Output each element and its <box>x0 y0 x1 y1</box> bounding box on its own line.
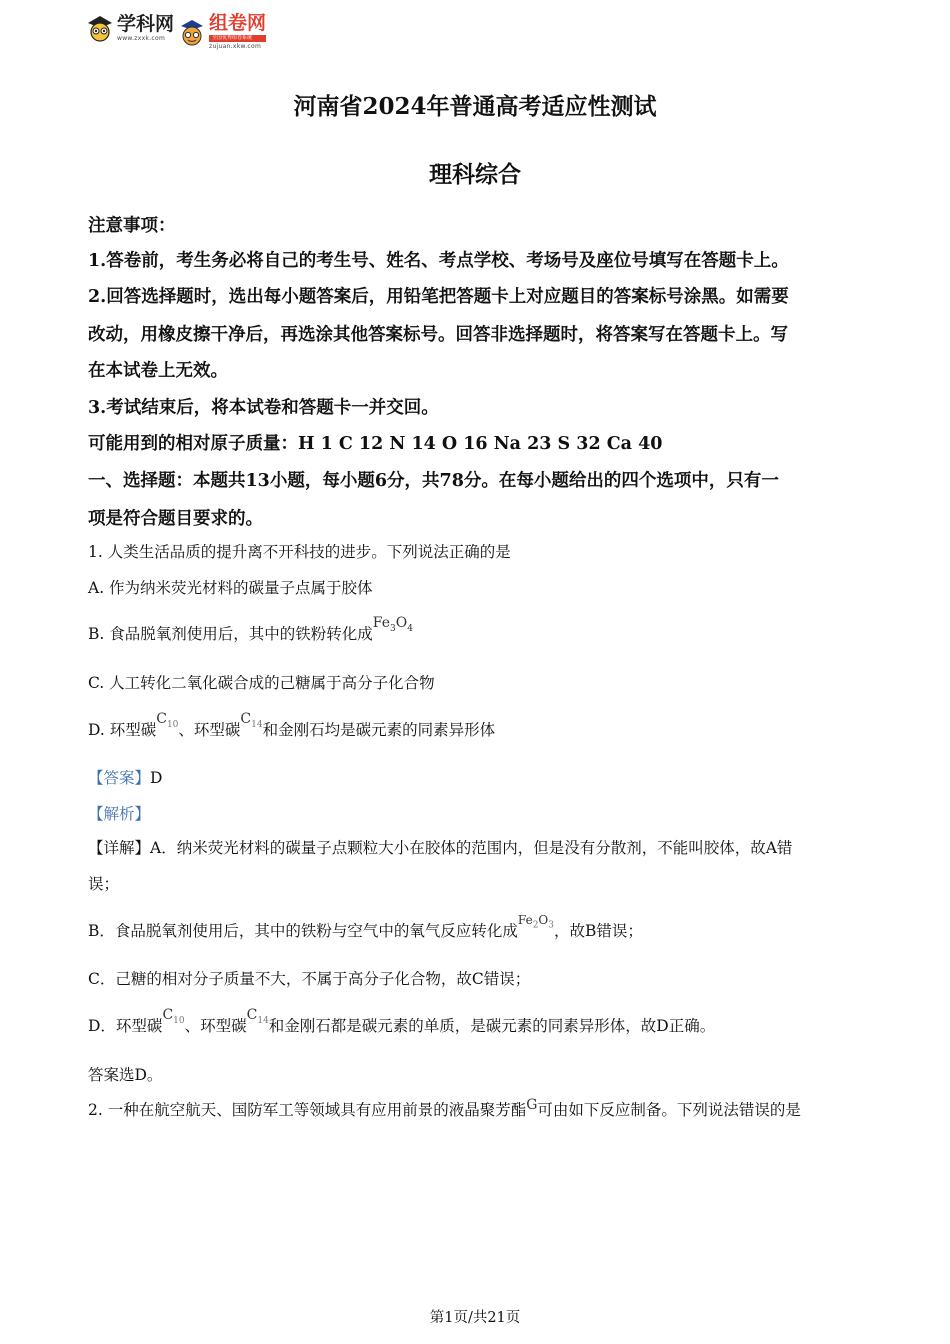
q1-answer <box>88 766 162 788</box>
formula-sub-3: 3 <box>389 623 396 634</box>
q1-detail-d-formula-1 <box>162 1007 185 1026</box>
q1-detail-d-text-3: 和金刚石都是碳元素的单质，是碳元素的同素异形体，故D正确。 <box>268 1017 716 1035</box>
notice-line-2: 2.回答选择题时，选出每小题答案后，用铅笔把答题卡上对应题目的答案标号涂黑。如需要 <box>88 287 789 307</box>
q1-detail-line-1: 【详解】A．纳米荧光材料的碳量子点颗粒大小在胶体的范围内，但是没有分散剂，不能叫胶体，故A错 <box>88 839 793 857</box>
page-footer: 第1页/共21页 <box>429 1310 521 1326</box>
q2-stem-text-1: 2. 一种在航空航天、国防军工等领域具有应用前景的液晶聚芳酯 <box>88 1101 527 1119</box>
logo-bar <box>86 14 266 54</box>
q1-detail-d <box>88 1007 716 1038</box>
zujuan-logo <box>178 14 266 50</box>
notice-line-4: 在本试卷上无效。 <box>88 361 228 381</box>
q2-stem-text-2: 可由如下反应制备。下列说法错误的是 <box>537 1101 801 1119</box>
zxxk-logo <box>86 14 174 42</box>
q1-detail-c: C．己糖的相对分子质量不大，不属于高分子化合物，故C错误； <box>88 970 531 988</box>
formula-c: C <box>240 711 252 727</box>
owl-face-icon <box>86 14 114 42</box>
q1-detail-d-text-1: D．环型碳 <box>88 1017 163 1035</box>
answer-value: D <box>150 769 163 787</box>
q1-option-b-formula <box>372 615 413 634</box>
q1-option-d-text-3: 和金刚石均是碳元素的同素异形体 <box>262 721 496 739</box>
section-heading-line-1: 一、选择题：本题共13小题，每小题6分，共78分。在每小题给出的四个选项中，只有一 <box>88 471 779 491</box>
q1-option-b <box>88 615 413 646</box>
analysis-tag: 【解析】 <box>88 805 151 823</box>
notice-line-5: 3.考试结束后，将本试卷和答题卡一并交回。 <box>88 398 439 418</box>
formula-sub-10: 10 <box>166 719 179 730</box>
formula-sub-4: 4 <box>407 623 413 634</box>
q2-stem <box>88 1098 801 1120</box>
q1-option-d <box>88 711 496 742</box>
q1-detail-b-formula <box>517 913 554 931</box>
formula-o: O <box>538 913 549 927</box>
zxxk-logo-url: www.zxxk.com <box>117 34 166 42</box>
exam-title: 河南省2024年普通高考适应性测试 <box>293 93 657 120</box>
formula-sub-2: 2 <box>532 920 539 931</box>
zxxk-logo-name: 学科网 <box>117 12 175 35</box>
q1-detail-line-2: 误； <box>88 875 120 893</box>
q1-detail-d-text-2: 、环型碳 <box>184 1017 247 1035</box>
formula-fe: Fe <box>517 913 533 927</box>
answer-tag: 【答案】 <box>88 769 151 787</box>
formula-c: C <box>246 1007 258 1023</box>
q1-option-b-text: B. 食品脱氧剂使用后，其中的铁粉转化成 <box>88 625 373 643</box>
formula-sub-3: 3 <box>548 920 554 931</box>
formula-fe: Fe <box>372 615 390 631</box>
formula-c: C <box>156 711 167 727</box>
section-heading-line-2: 项是符合题目要求的。 <box>88 509 263 529</box>
q1-option-d-formula-2 <box>240 711 263 730</box>
q1-conclusion: 答案选D。 <box>88 1066 163 1084</box>
formula-sub-14: 14 <box>257 1015 269 1026</box>
q2-stem-formula-g: G <box>526 1097 538 1113</box>
q1-detail-b-text-1: B．食品脱氧剂使用后，其中的铁粉与空气中的氧气反应转化成 <box>88 922 518 940</box>
q1-detail-b <box>88 913 643 942</box>
formula-sub-10: 10 <box>173 1015 185 1026</box>
mascot-face-icon <box>178 18 206 46</box>
zujuan-logo-name: 组卷网 <box>209 12 267 34</box>
q1-detail-b-text-2: ，故B错误； <box>554 922 643 940</box>
notice-line-3: 改动，用橡皮擦干净后，再选涂其他答案标号。回答非选择题时，将答案写在答题卡上。写 <box>88 325 788 345</box>
formula-c: C <box>162 1007 174 1023</box>
q1-stem: 1. 人类生活品质的提升离不开科技的进步。下列说法正确的是 <box>88 543 511 561</box>
q1-option-d-formula-1 <box>156 711 179 730</box>
formula-sub-14: 14 <box>251 719 263 730</box>
q1-option-c: C. 人工转化二氧化碳合成的己糖属于高分子化合物 <box>88 674 435 692</box>
zujuan-logo-tag: 全国优秀组卷系统 <box>209 35 266 42</box>
zujuan-logo-url: zujuan.xkw.com <box>209 43 262 50</box>
notice-line-1: 1.答卷前，考生务必将自己的考生号、姓名、考点学校、考场号及座位号填写在答题卡上。 <box>88 251 789 271</box>
exam-subtitle: 理科综合 <box>429 161 521 188</box>
q1-detail-d-formula-2 <box>246 1007 269 1026</box>
atomic-mass-line: 可能用到的相对原子质量：H 1 C 12 N 14 O 16 Na 23 S 32 Ca 40 <box>88 434 663 454</box>
q1-option-a: A. 作为纳米荧光材料的碳量子点属于胶体 <box>88 579 373 597</box>
q1-option-d-text-2: 、环型碳 <box>178 721 241 739</box>
q1-option-d-text-1: D. 环型碳 <box>88 721 157 739</box>
notice-heading: 注意事项： <box>88 216 176 236</box>
formula-o: O <box>395 615 408 631</box>
